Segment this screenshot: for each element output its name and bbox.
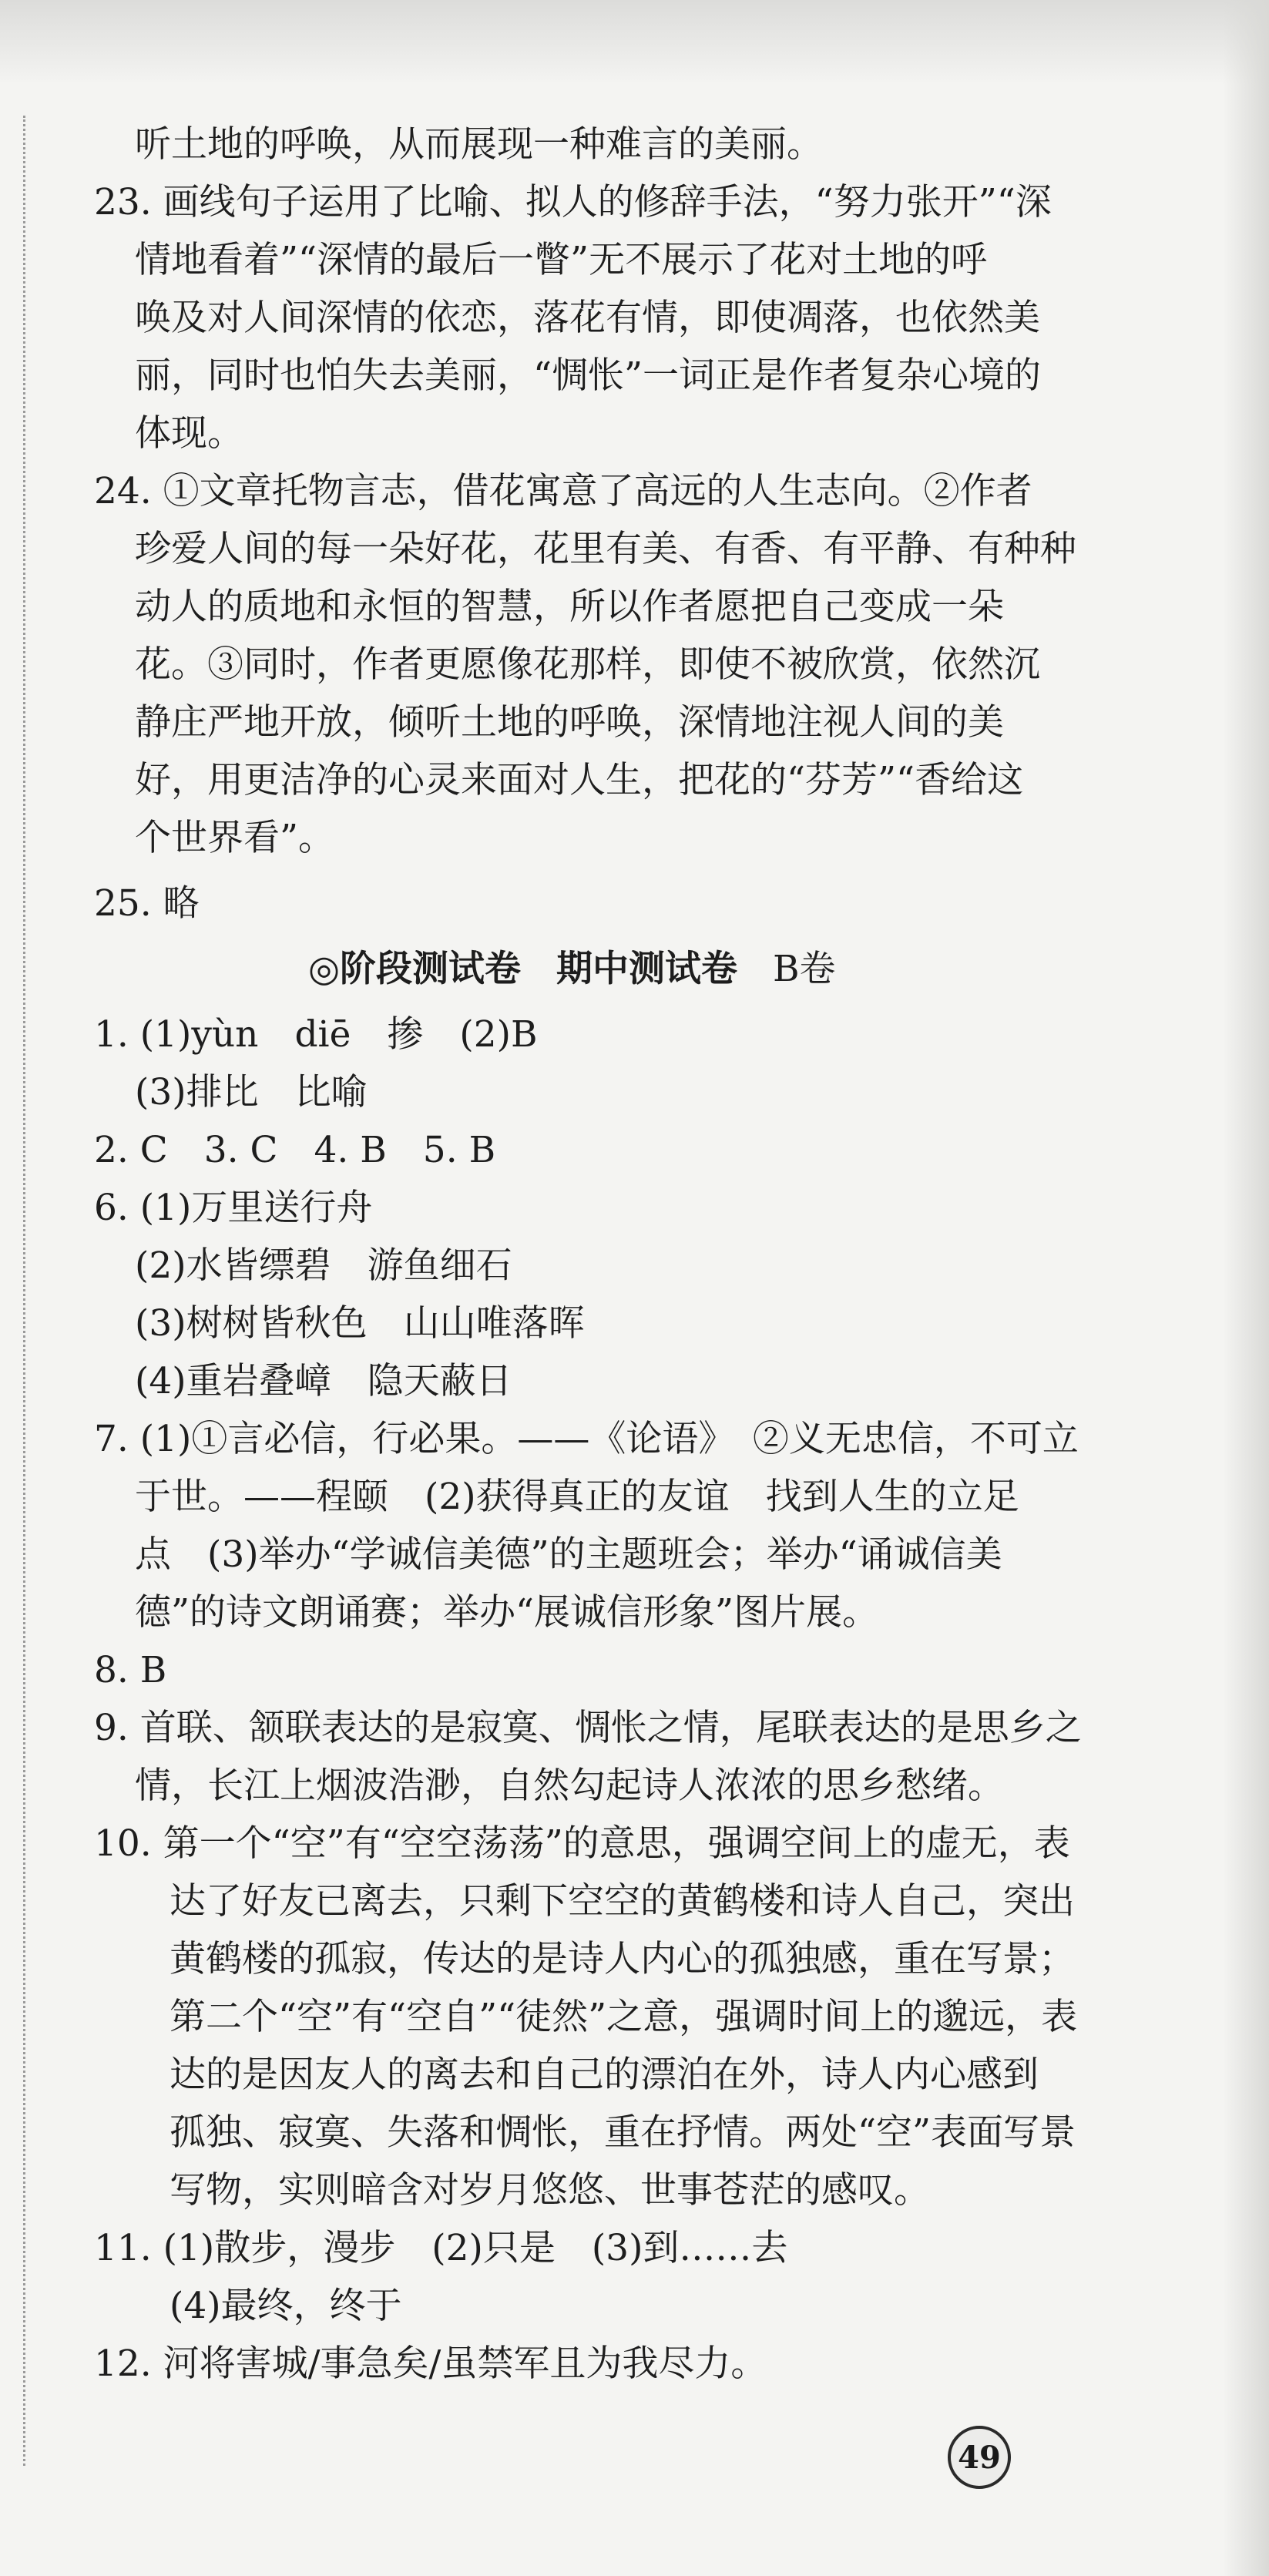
answer-25: 25. 略 bbox=[94, 882, 200, 925]
answer-line: 动人的质地和永恒的智慧，所以作者愿把自己变成一朵 bbox=[135, 586, 1004, 628]
answer-line: 花。③同时，作者更愿像花那样，即使不被欣赏，依然沉 bbox=[135, 643, 1040, 686]
answer-line: 点 (3)举办“学诚信美德”的主题班会；举办“诵诚信美 bbox=[135, 1533, 1002, 1576]
section-title bbox=[308, 946, 836, 992]
answer-line: 于世。——程颐 (2)获得真正的友谊 找到人生的立足 bbox=[135, 1476, 1019, 1518]
answer-line: 静庄严地开放，倾听土地的呼唤，深情地注视人间的美 bbox=[135, 701, 1004, 744]
answer-line: (4)最终，终于 bbox=[170, 2285, 402, 2327]
answer-line: 写物，实则暗含对岁月悠悠、世事苍茫的感叹。 bbox=[170, 2169, 930, 2212]
page-number-badge bbox=[948, 2426, 1011, 2489]
answer-8: 8. B bbox=[94, 1649, 167, 1691]
answer-line: 达的是因友人的离去和自己的漂泊在外，诗人内心感到 bbox=[170, 2054, 1039, 2096]
answer-1: 1. (1)yùn diē 掺 (2)B bbox=[94, 1013, 538, 1056]
answer-line: 情地看着”“深情的最后一瞥”无不展示了花对土地的呼 bbox=[135, 239, 988, 281]
answer-11: 11. (1)散步，漫步 (2)只是 (3)到……去 bbox=[94, 2227, 788, 2269]
section-title-part1: ◎阶段测试卷 bbox=[308, 948, 522, 990]
answer-line: (3)树树皆秋色 山山唯落晖 bbox=[135, 1302, 585, 1345]
answer-line: (4)重岩叠嶂 隐天蔽日 bbox=[135, 1360, 512, 1402]
section-title-part2: 期中测试卷 bbox=[556, 948, 738, 990]
answer-line: (2)水皆缥碧 游鱼细石 bbox=[135, 1244, 512, 1287]
answer-line: 体现。 bbox=[135, 412, 243, 455]
section-title-part3: B卷 bbox=[773, 948, 836, 990]
answer-24: 24. ①文章托物言志，借花寓意了高远的人生志向。②作者 bbox=[94, 470, 1032, 512]
answer-6: 6. (1)万里送行舟 bbox=[94, 1187, 373, 1229]
answer-line: 孤独、寂寞、失落和惆怅，重在抒情。两处“空”表面写景 bbox=[170, 2111, 1076, 2154]
answer-line: 好，用更洁净的心灵来面对人生，把花的“芬芳”“香给这 bbox=[135, 759, 1024, 801]
answer-line: (3)排比 比喻 bbox=[135, 1071, 368, 1113]
answer-9: 9. 首联、颔联表达的是寂寞、惆怅之情，尾联表达的是思乡之 bbox=[94, 1707, 1082, 1749]
answer-10: 10. 第一个“空”有“空空荡荡”的意思，强调空间上的虚无，表 bbox=[94, 1822, 1070, 1865]
page-number: 49 bbox=[958, 2439, 1001, 2476]
answer-line: 德”的诗文朗诵赛；举办“展诚信形象”图片展。 bbox=[135, 1591, 879, 1634]
answer-line: 第二个“空”有“空自”“徒然”之意，强调时间上的邈远，表 bbox=[170, 1996, 1078, 2038]
answer-line: 唤及对人间深情的依恋，落花有情，即使凋落，也依然美 bbox=[135, 297, 1040, 339]
answer-12: 12. 河将害城/事急矣/虽禁军且为我尽力。 bbox=[94, 2343, 767, 2385]
answer-23: 23. 画线句子运用了比喻、拟人的修辞手法，“努力张开”“深 bbox=[94, 181, 1052, 223]
answer-line: 情，长江上烟波浩渺，自然勾起诗人浓浓的思乡愁绪。 bbox=[135, 1765, 1004, 1807]
answer-2-5: 2. C 3. C 4. B 5. B bbox=[94, 1129, 496, 1171]
answer-line: 黄鹤楼的孤寂，传达的是诗人内心的孤独感，重在写景； bbox=[170, 1938, 1075, 1980]
answer-line: 珍爱人间的每一朵好花，花里有美、有香、有平静、有种种 bbox=[135, 528, 1076, 570]
answer-7: 7. (1)①言必信，行必果。——《论语》 ②义无忠信，不可立 bbox=[94, 1418, 1079, 1460]
answer-line: 个世界看”。 bbox=[135, 817, 335, 859]
answer-line: 达了好友已离去，只剩下空空的黄鹤楼和诗人自己，突出 bbox=[170, 1880, 1075, 1923]
answer-line: 听土地的呼唤，从而展现一种难言的美丽。 bbox=[135, 123, 823, 166]
answer-line: 丽，同时也怕失去美丽，“惆怅”一词正是作者复杂心境的 bbox=[135, 354, 1042, 397]
